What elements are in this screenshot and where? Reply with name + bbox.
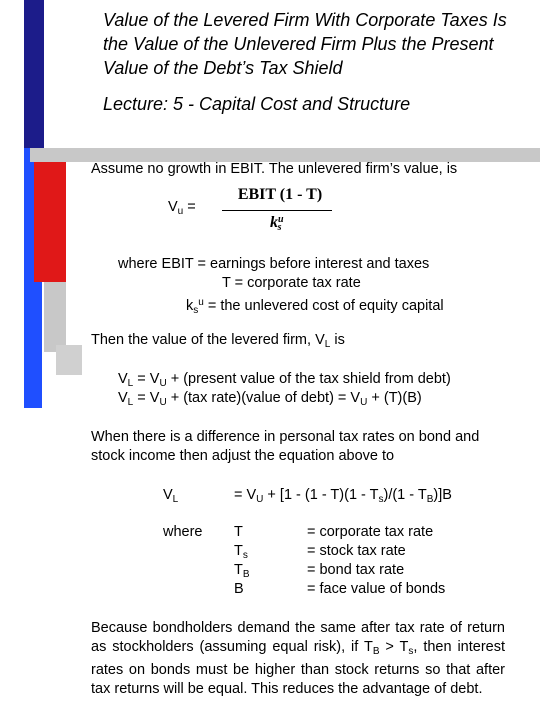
fraction-line bbox=[222, 210, 332, 211]
levered-intro: Then the value of the levered firm, $V_L$ is bbox=[91, 332, 345, 350]
var-description: = stock tax rate bbox=[307, 543, 406, 559]
var-symbol: B bbox=[234, 581, 244, 597]
decorative-navy-bar bbox=[24, 0, 44, 148]
where-label: where bbox=[163, 524, 203, 540]
var-description: = face value of bonds bbox=[307, 581, 446, 597]
decorative-gray-bar-small bbox=[56, 345, 82, 375]
slide-subtitle: Lecture: 5 - Capital Cost and Structure bbox=[103, 94, 411, 114]
closing-paragraph: Because bondholders demand the same after tax rate of return as stockholders (assuming equal risk), if $T_B > T_s$, then interest rates on bonds must be higher than stock returns so that after tax returns will be equal. This reduces the advantage of debt. bbox=[91, 620, 505, 697]
decorative-red-bar bbox=[34, 162, 66, 282]
formula-numerator: EBIT (1 - T) bbox=[237, 186, 323, 203]
vl-label: $V_L$ bbox=[163, 487, 179, 505]
var-symbol: $T_s$ bbox=[234, 543, 248, 561]
intro-text: Assume no growth in EBIT. The unlevered firm’s value, is bbox=[91, 161, 458, 177]
formula-denominator: $k^u_s$ bbox=[270, 214, 284, 233]
levered-equation-1: $V_L = V_U$ + (present value of the tax shield from debt) bbox=[118, 371, 451, 389]
var-symbol: $T_B$ bbox=[234, 562, 250, 580]
var-symbol: T bbox=[234, 524, 243, 540]
where-line-ks: $k_s^u$ = the unlevered cost of equity capital bbox=[186, 297, 444, 316]
miller-equation: = $V_U + [1 - (1 - T)(1 - T_s)/(1 - T_B)]B$ bbox=[234, 487, 452, 505]
var-description: = bond tax rate bbox=[307, 562, 405, 578]
where-line-t: T = corporate tax rate bbox=[222, 275, 361, 291]
personal-tax-text: When there is a difference in personal tax rates on bond and stock income then adjust the equation above to bbox=[91, 429, 480, 464]
decorative-gray-bar bbox=[44, 282, 66, 352]
slide-title: Value of the Levered Firm With Corporate Taxes Is the Value of the Unlevered Firm Plus the Present Value of the Debt’s Tax Shield bbox=[103, 10, 507, 78]
vu-label: $V_u$ = bbox=[168, 199, 196, 217]
levered-equation-2: $V_L = V_U + (tax$ rate)(value of debt) = $V_U + (T)(B)$ bbox=[118, 390, 422, 408]
where-line-ebit: where EBIT = earnings before interest and taxes bbox=[118, 256, 430, 272]
var-description: = corporate tax rate bbox=[307, 524, 434, 540]
